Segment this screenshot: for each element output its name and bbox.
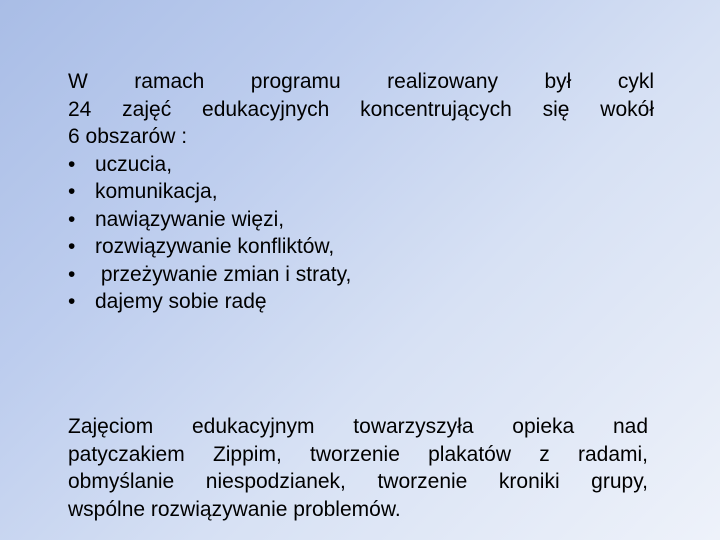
list-item [68,206,654,234]
list-item-label: nawiązywanie więzi, [95,207,285,231]
list-item-label: rozwiązywanie konfliktów, [95,235,335,258]
bullet-icon: • [68,262,76,286]
list-item [68,233,654,261]
list-item-label: uczucia, [95,152,173,176]
intro-line: 24 zajęć edukacyjnych koncentrujących się wokół [68,97,654,121]
list-item [68,261,654,289]
bullet-icon: • [68,207,76,231]
bullet-icon: • [68,152,76,176]
bullet-icon: • [68,180,76,203]
outro-line: patyczakiem Zippim, tworzenie plakatów z radami, [68,442,648,466]
bullet-icon: • [68,290,76,313]
intro-paragraph [68,68,654,151]
intro-line: W ramach programu realizowany był cykl [68,70,654,93]
list-item-label: przeżywanie zmian i straty, [95,262,352,286]
areas-list [68,151,654,316]
list-item-label: dajemy sobie radę [95,290,267,313]
list-item [68,288,654,316]
intro-line: 6 obszarów : [68,125,188,148]
outro-paragraph [68,413,648,523]
list-item [68,151,654,179]
list-item-label: komunikacja, [95,180,218,203]
intro-section [68,68,654,316]
list-item [68,178,654,206]
outro-line: obmyślanie niespodzianek, tworzenie kroniki grupy, [68,470,648,493]
bullet-icon: • [68,235,76,258]
outro-line: wspólne rozwiązywanie problemów. [68,497,401,521]
outro-section [68,413,648,523]
outro-line: Zajęciom edukacyjnym towarzyszyła opieka nad [68,415,648,438]
